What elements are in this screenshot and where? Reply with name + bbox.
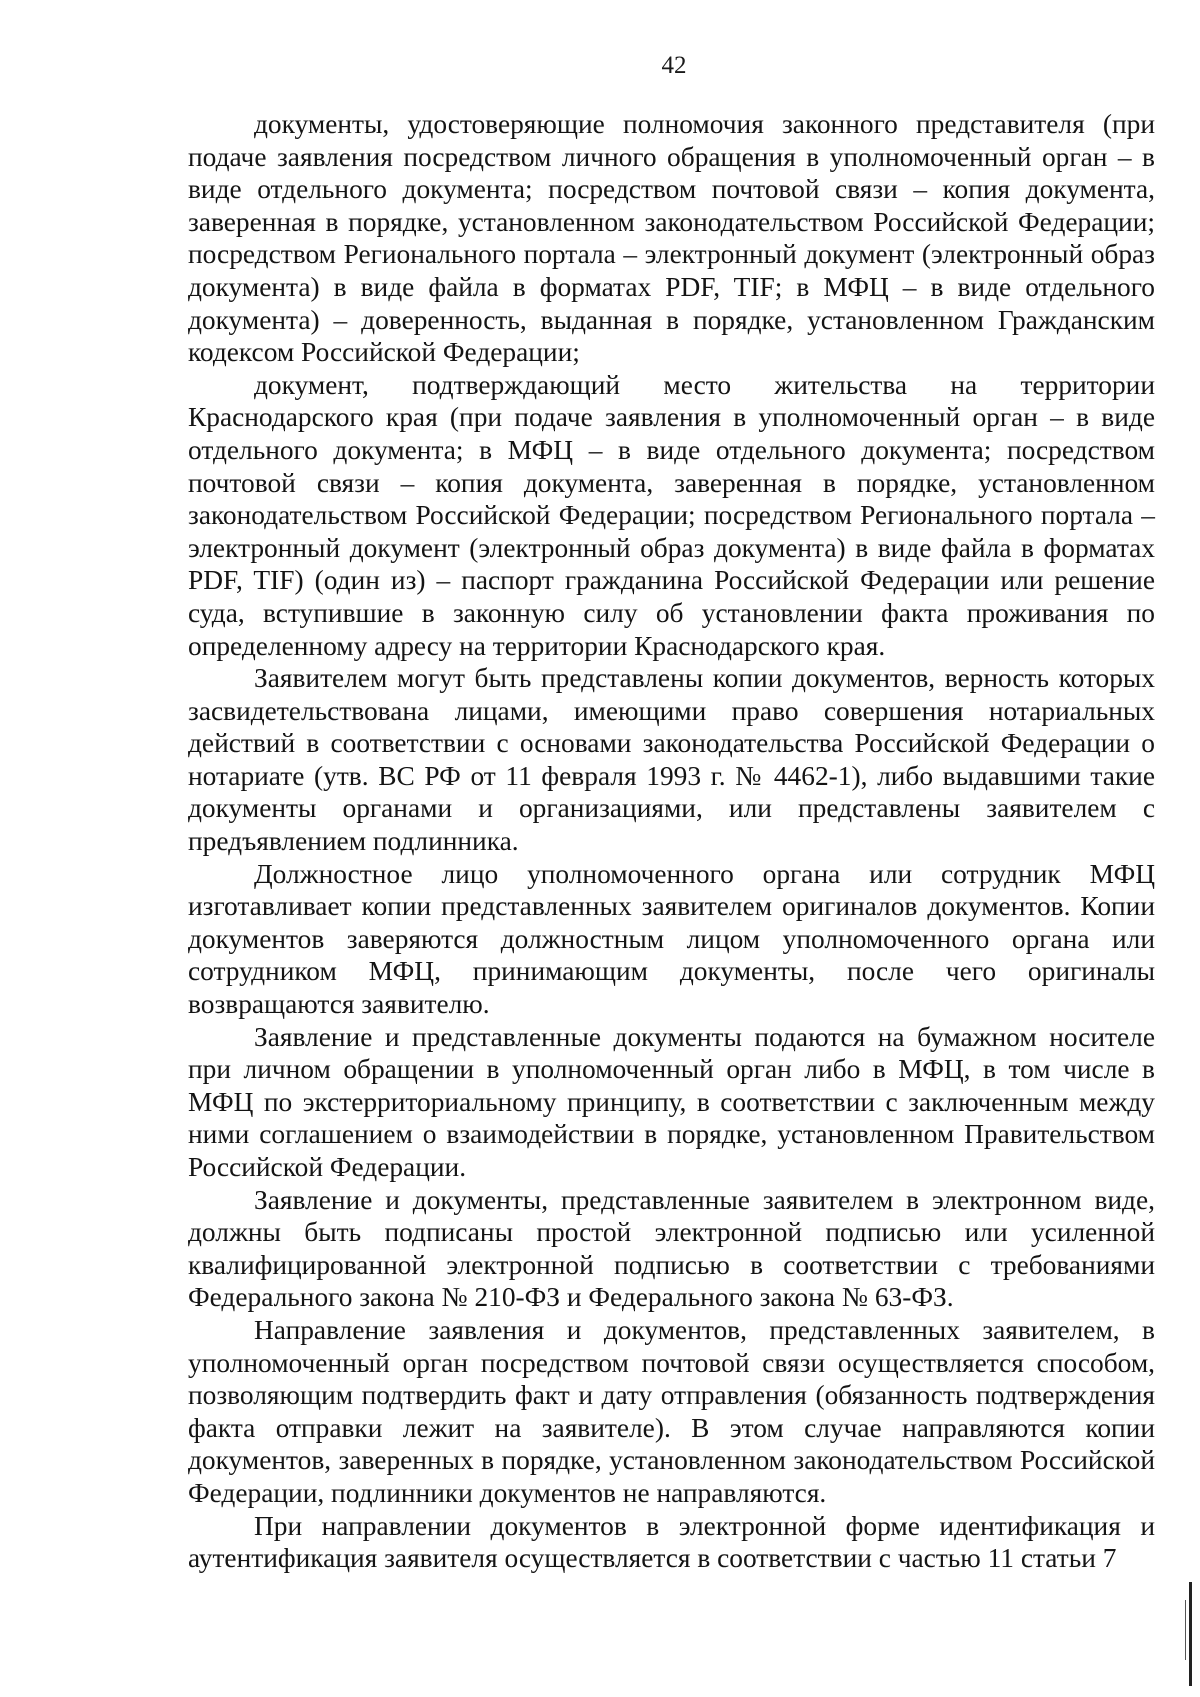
page-number: 42 <box>661 52 687 79</box>
paragraph-electronic-signature: Заявление и документы, представленные заявителем в электронном виде, должны быть подписаны простой электронной подписью или усиленной квалифицированной электронной подписью в соответствии с требованиями Федерального закона № 210-ФЗ и Федерального закона № 63-ФЗ. <box>188 1184 1155 1313</box>
paragraph-paper-submission: Заявление и представленные документы подаются на бумажном носителе при личном обращении в уполномоченный орган либо в МФЦ, в том числе в МФЦ по экстерриториальному принципу, в соответствии с заключенным между ними соглашением о взаимодействии в порядке, установленном Правительством Российской Федерации. <box>188 1021 1155 1182</box>
scan-edge-mark <box>1189 1582 1192 1686</box>
paragraph-copy-making: Должностное лицо уполномоченного органа или сотрудник МФЦ изготавливает копии представленных заявителем оригиналов документов. Копии документов заверяются должностным лицом уполномоченного органа или сотрудником МФЦ, принимающим документы, после чего оригиналы возвращаются заявителю. <box>188 858 1155 1020</box>
paragraph-electronic-identification: При направлении документов в электронной форме идентификация и аутентификация заявителя осуществляется в соответствии с частью 11 статьи 7 <box>188 1510 1155 1574</box>
document-body <box>188 108 1155 1575</box>
paragraph-representative-documents: документы, удостоверяющие полномочия законного представителя (при подаче заявления посредством личного обращения в уполномоченный орган – в виде отдельного документа; посредством почтовой связи – копия документа, заверенная в порядке, установленном законодательством Российской Федерации; посредством Регионального портала – электронный документ (электронный образ документа) в виде файла в форматах PDF, TIF; в МФЦ – в виде отдельного документа) – доверенность, выданная в порядке, установленном Гражданским кодексом Российской Федерации; <box>188 109 1155 368</box>
scan-edge-mark-secondary <box>1185 1600 1186 1660</box>
paragraph-residence-document: документ, подтверждающий место жительства на территории Краснодарского края (при подаче заявления в уполномоченный орган – в виде отдельного документа; в МФЦ – в виде отдельного документа; посредством почтовой связи – копия документа, заверенная в порядке, установленном законодательством Российской Федерации; посредством Регионального портала – электронный документ (электронный образ документа) в виде файла в форматах PDF, TIF) (один из) – паспорт гражданина Российской Федерации или решение суда, вступившие в законную силу об установлении факта проживания по определенному адресу на территории Краснодарского края. <box>188 369 1155 661</box>
paragraph-certified-copies: Заявителем могут быть представлены копии документов, верность которых засвидетельствована лицами, имеющими право совершения нотариальных действий в соответствии с основами законодательства Российской Федерации о нотариате (утв. ВС РФ от 11 февраля 1993 г. № 4462-1), либо выдавшими такие документы органами и организациями, или представлены заявителем с предъявлением подлинника. <box>188 663 1155 857</box>
paragraph-postal-submission: Направление заявления и документов, представленных заявителем, в уполномоченный орган посредством почтовой связи осуществляется способом, позволяющим подтвердить факт и дату отправления (обязанность подтверждения факта отправки лежит на заявителе). В этом случае направляются копии документов, заверенных в порядке, установленном законодательством Российской Федерации, подлинники документов не направляются. <box>188 1314 1155 1508</box>
